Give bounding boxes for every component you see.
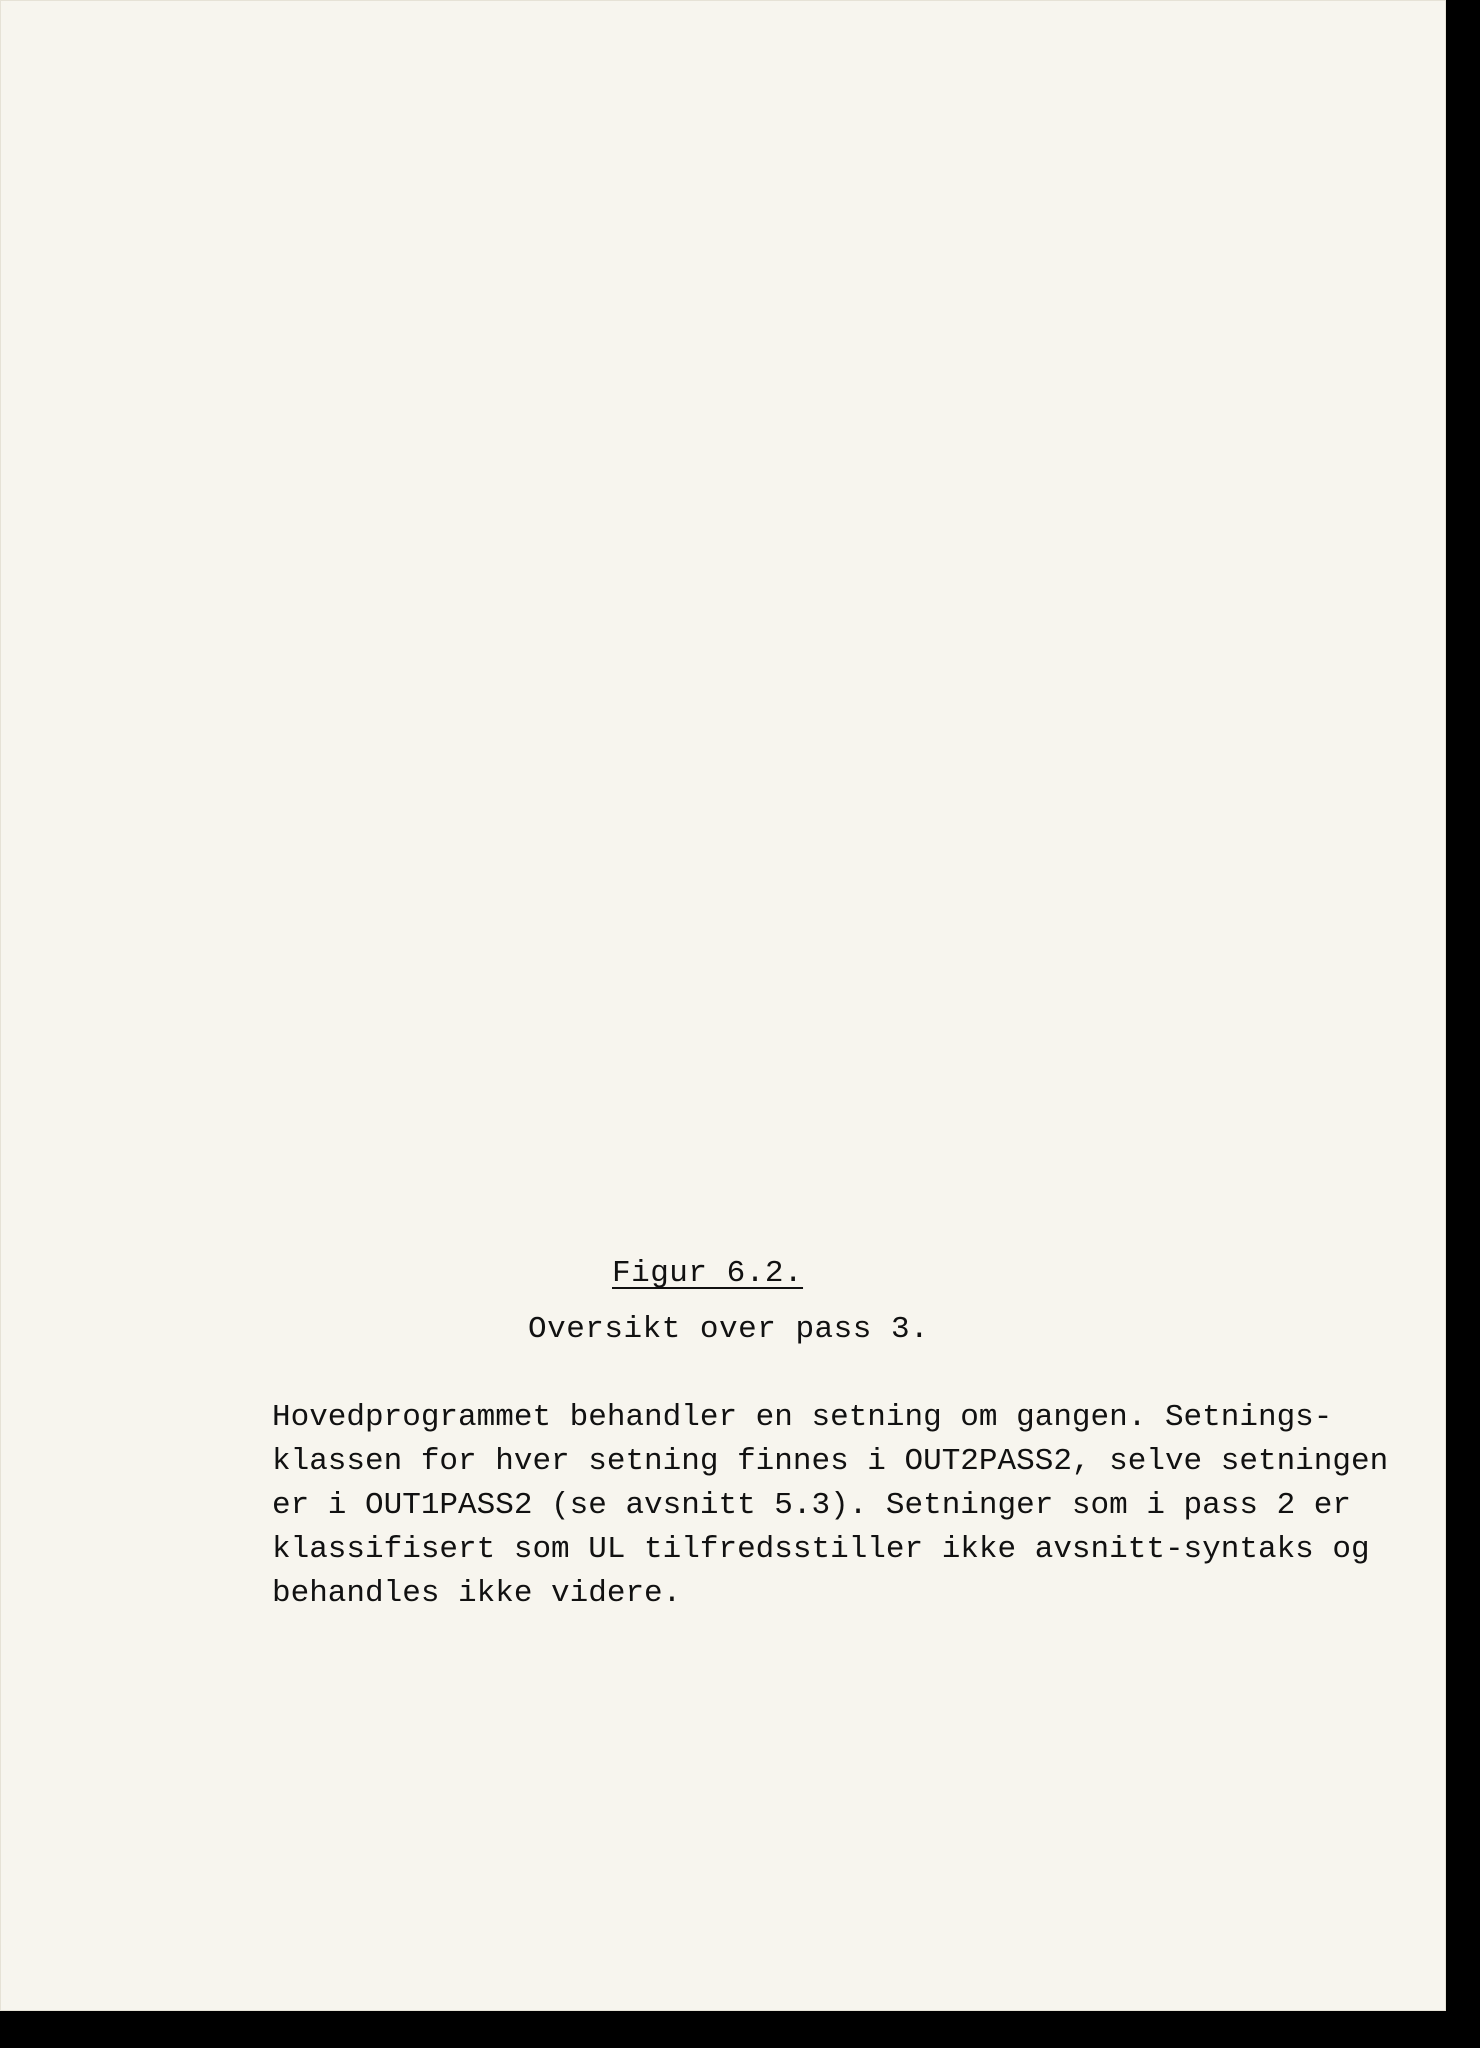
caption-line: klassen for hver setning finnes i OUT2PASS2, selve setningen xyxy=(272,1444,1389,1479)
caption-line: er i OUT1PASS2 (se avsnitt 5.3). Setninger som i pass 2 er xyxy=(272,1488,1351,1523)
caption-line: klassifisert som UL tilfredsstiller ikke avsnitt-syntaks og xyxy=(272,1532,1370,1567)
caption-line: behandles ikke videre. xyxy=(272,1576,682,1611)
figure-label: Figur 6.2. xyxy=(612,1256,804,1291)
figure-title: Oversikt over pass 3. xyxy=(528,1312,930,1347)
caption-line: Hovedprogrammet behandler en setning om gangen. Setnings- xyxy=(272,1400,1333,1435)
figure-caption xyxy=(272,1396,1389,1616)
